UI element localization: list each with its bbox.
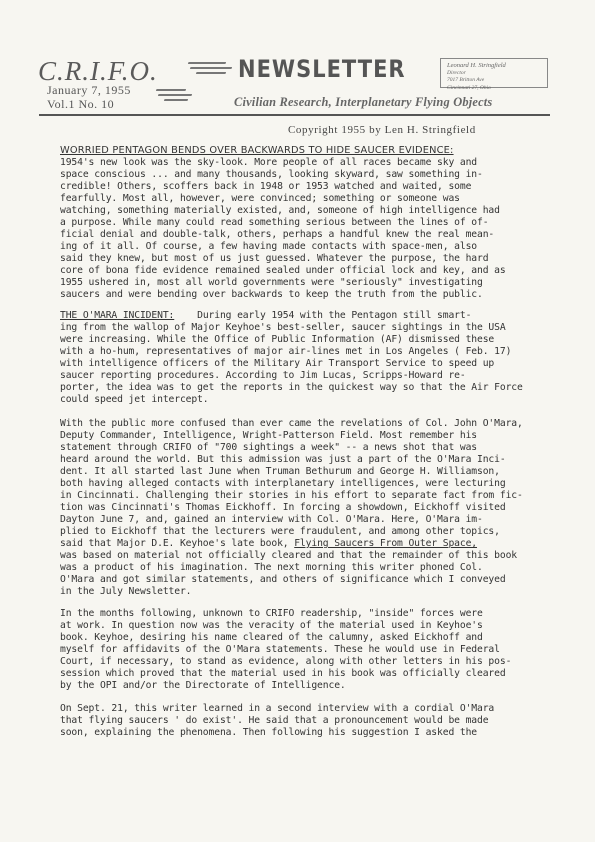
issue-number: Vol.1 No. 10: [47, 97, 115, 111]
masthead-rule: [39, 114, 550, 116]
body-line: credible! Others, scoffers back in 1948 or 1953 watched and waited, some: [60, 181, 472, 192]
newsletter-title: NEWSLETTER: [238, 55, 406, 83]
body-line: both having alleged contacts with interplanetary intelligences, were lecturing: [60, 478, 506, 489]
body-line: soon, explaining the phenomena. Then following his suggestion I asked the: [60, 727, 478, 738]
body-line: was a product of his imagination. The next morning this writer phoned Col.: [60, 562, 483, 573]
body-line: 1954's new look was the sky-look. More people of all races became sky and: [60, 157, 478, 168]
body-line: a purpose. While many could read something serious between the lines of of-: [60, 217, 489, 228]
issue-date: January 7, 1955: [47, 83, 131, 97]
body-line: with intelligence officers of the Military Air Transport Service to speed up: [60, 358, 495, 369]
body-line: saucers and were bending over backwards to keep the truth from the public.: [60, 289, 483, 300]
body-line: With the public more confused than ever came the revelations of Col. John O'Mara,: [60, 418, 523, 429]
body-line: ficial denial and double-talk, others, perhaps a handful knew the real mean-: [60, 229, 495, 240]
address-line: 7017 Britton Ave: [447, 77, 485, 83]
body-line: by the OPI and/or the Directorate of Intelligence.: [60, 680, 346, 691]
masthead-subtitle: Civilian Research, Interplanetary Flying Objects: [234, 95, 493, 109]
body-line: book. Keyhoe, desiring his name cleared of the calumny, asked Eickhoff and: [60, 632, 483, 643]
body-line: session which proved that the material used in his book was officially cleared: [60, 668, 506, 679]
body-line: with a ho-hum, representatives of major air-lines met in Los Angeles ( Feb. 17): [60, 346, 512, 357]
body-line: watching, something materially existed, and, someone of high intelligence had: [60, 205, 500, 216]
body-line: was based on material not officially cleared and that the remainder of this book: [60, 550, 517, 561]
body-line: Dayton June 7, and, gained an interview with Col. O'Mara. Here, O'Mara im-: [60, 514, 483, 525]
section-heading: WORRIED PENTAGON BENDS OVER BACKWARDS TO HIDE SAUCER EVIDENCE:: [60, 145, 454, 156]
saucer-swoosh-icon: [188, 62, 232, 77]
body-line: In the months following, unknown to CRIFO readership, "inside" forces were: [60, 608, 483, 619]
body-line: said they knew, but most of us just guessed. Whatever the purpose, the hard: [60, 253, 489, 264]
body-line: at work. In question now was the veracity of the material used in Keyhoe's: [60, 620, 483, 631]
body-text: During early 1954 with the Pentagon still smart-: [197, 310, 472, 321]
saucer-swoosh-small-icon: [156, 89, 192, 104]
body-line: saucer reporting procedures. According to Jim Lucas, Scripps-Howard re-: [60, 370, 466, 381]
body-line: that flying saucers ' do exist'. He said that a pronouncement would be made: [60, 715, 489, 726]
body-line: were increasing. While the Office of Public Information (AF) dismissed these: [60, 334, 495, 345]
section-heading: THE O'MARA INCIDENT:: [60, 310, 175, 321]
body-line: dent. It all started last June when Truman Bethurum and George H. Williamson,: [60, 466, 500, 477]
body-line: [60, 538, 477, 549]
address-line: Director: [447, 69, 466, 76]
body-line: fearfully. Most all, however, were convinced; something or someone was: [60, 193, 460, 204]
body-line: core of bona fide evidence remained sealed under official lock and key, and as: [60, 265, 506, 276]
body-line: porter, the idea was to get the reports in the quickest way so that the Air Force: [60, 382, 523, 393]
body-line: On Sept. 21, this writer learned in a second interview with a cordial O'Mara: [60, 703, 495, 714]
body-line: heard around the world. But this admission was just a part of the O'Mara Inci-: [60, 454, 506, 465]
body-line: ing from the wallop of Major Keyhoe's best-seller, saucer sightings in the USA: [60, 322, 506, 333]
section-first-line: [60, 310, 471, 321]
body-line: Court, if necessary, to stand as evidence, along with other letters in his pos-: [60, 656, 512, 667]
body-text: said that Major D.E. Keyhoe's late book,: [60, 538, 295, 549]
body-line: O'Mara and got similar statements, and others of significance which I conveyed: [60, 574, 506, 585]
body-line: in Cincinnati. Challenging their stories in his effort to separate fact from fic-: [60, 490, 523, 501]
address-box: [440, 58, 548, 91]
body-line: Deputy Commander, Intelligence, Wright-Patterson Field. Most remember his: [60, 430, 478, 441]
address-line: Leonard H. Stringfield: [447, 62, 506, 69]
body-line: 1955 ushered in, most all world governments were "seriously" investigating: [60, 277, 483, 288]
address-line: Cincinnati 27, Ohio: [447, 84, 491, 91]
body-line: space conscious ... and many thousands, looking skyward, saw something in-: [60, 169, 483, 180]
body-line: tion was Cincinnati's Thomas Eickhoff. In forcing a showdown, Eickhoff visited: [60, 502, 506, 513]
body-line: ing of it all. Of course, a few having made contacts with space-men, also: [60, 241, 478, 252]
body-line: plied to Eickhoff that the lecturers were fraudulent, and among other topics,: [60, 526, 500, 537]
org-logo: C.R.I.F.O.: [38, 56, 158, 86]
body-line: myself for affidavits of the O'Mara statements. These he would use in Federal: [60, 644, 500, 655]
book-title: Flying Saucers From Outer Space,: [294, 538, 478, 549]
copyright-line: Copyright 1955 by Len H. Stringfield: [288, 124, 476, 136]
body-line: could speed jet intercept.: [60, 394, 209, 405]
body-line: in the July Newsletter.: [60, 586, 192, 597]
body-line: statement through CRIFO of "700 sightings a week" -- a news shot that was: [60, 442, 478, 453]
